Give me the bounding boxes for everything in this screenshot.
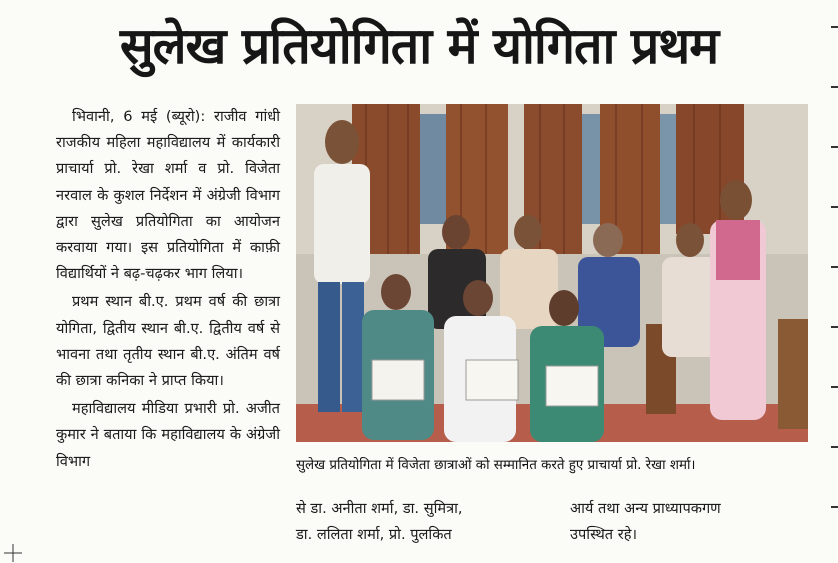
article-paragraph-2: प्रथम स्थान बी.ए. प्रथम वर्ष की छात्रा योगिता, द्वितीय स्थान बी.ए. द्वितीय वर्ष से भावना तथा तृतीय स्थान बी.ए. अंतिम वर्ष की छात्रा कनिका ने प्राप्त किया।	[56, 293, 280, 390]
article-body-column	[56, 104, 280, 475]
group-photo-illustration	[296, 104, 808, 442]
news-photo	[296, 104, 808, 442]
article-continuation-mid: से डा. अनीता शर्मा, डा. सुमित्रा, डा. ललिता शर्मा, प्रो. पुलकित	[296, 500, 463, 544]
page-edge-marks	[830, 26, 838, 556]
article-paragraph-1: भिवानी, 6 मई (ब्यूरो): राजीव गांधी राजकीय महिला महाविद्यालय में कार्यकारी प्राचार्या प्रो. रेखा शर्मा व प्रो. विजेता नरवाल के कुशल निर्देशन में अंग्रेजी विभाग द्वारा सुलेख प्रतियोगिता का आयोजन करवाया गया। इस प्रतियोगिता में काफ़ी विद्यार्थियों ने बढ़-चढ़कर भाग लिया।	[56, 108, 280, 283]
headline: सुलेख प्रतियोगिता में योगिता प्रथम	[119, 17, 719, 75]
article-continuation-right: आर्य तथा अन्य प्राध्यापकगण उपस्थित रहे।	[570, 500, 721, 544]
article-paragraph-3: महाविद्यालय मीडिया प्रभारी प्रो. अजीत कुमार ने बताया कि महाविद्यालय के अंग्रेजी विभाग	[56, 400, 280, 470]
photo-caption: सुलेख प्रतियोगिता में विजेता छात्राओं को सम्मानित करते हुए प्राचार्या प्रो. रेखा शर्मा।	[296, 458, 696, 473]
crop-mark-icon	[4, 544, 22, 562]
